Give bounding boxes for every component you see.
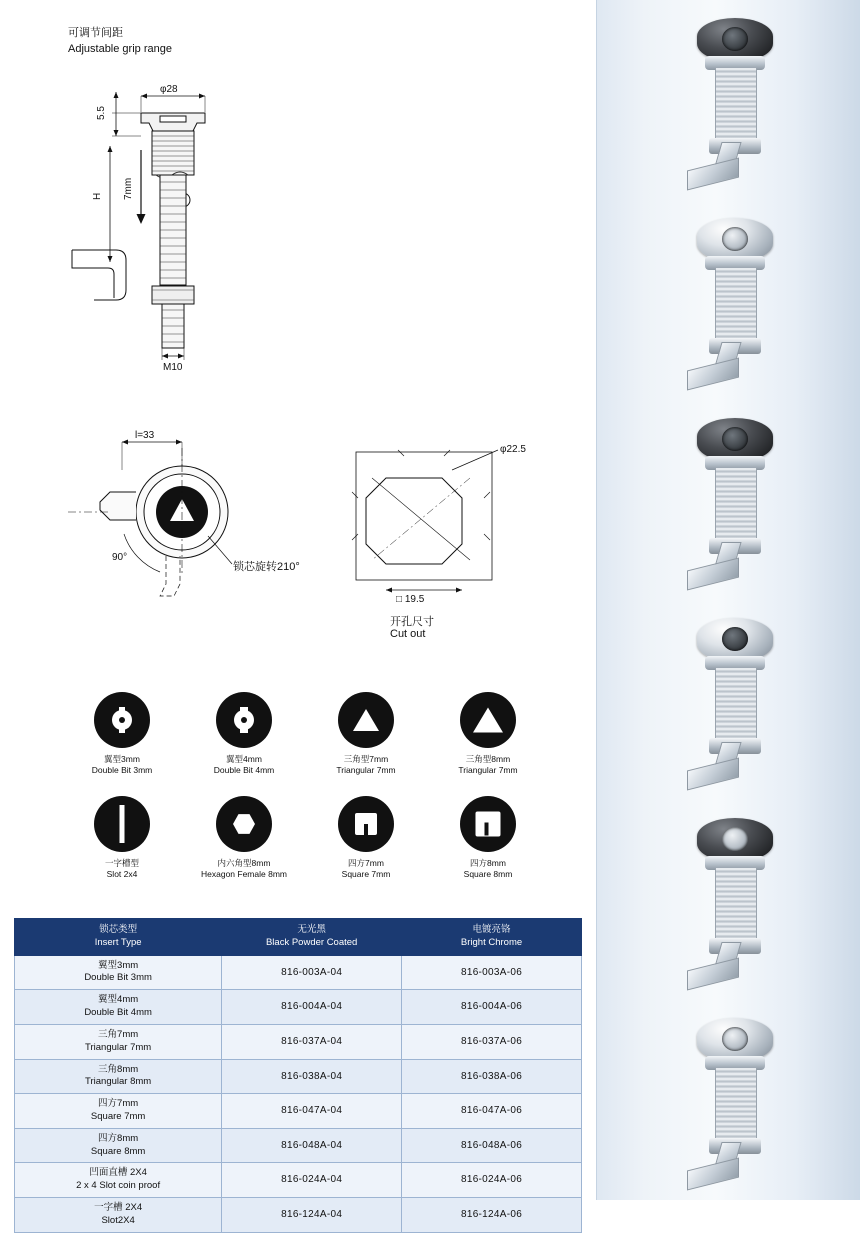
cell-chrome-code: 816-003A-06 <box>402 955 582 990</box>
insert-label-zh: 四方7mm <box>348 858 384 868</box>
cutout-caption-zh: 开孔尺寸 <box>390 616 434 628</box>
cell-insert-type <box>15 1024 222 1059</box>
insert-double-bit-3mm <box>64 692 180 777</box>
svg-text:φ28: φ28 <box>160 84 178 95</box>
hexagon-female-icon <box>216 796 272 852</box>
cell-en: Square 7mm <box>90 1110 146 1122</box>
rotation-note: 锁芯旋转210° <box>233 561 300 573</box>
cam-lock-chrome-hexagon-insert <box>597 600 860 800</box>
svg-text:l=33: l=33 <box>135 430 155 441</box>
header-zh: 无光黑 <box>297 924 326 935</box>
svg-text:7mm: 7mm <box>123 177 134 200</box>
square-7mm-icon <box>338 796 394 852</box>
cell-chrome-code: 816-004A-06 <box>402 990 582 1025</box>
cell-zh: 三角8mm <box>98 1063 139 1075</box>
cell-en: 2 x 4 Slot coin proof <box>76 1180 161 1192</box>
cell-black-code: 816-048A-04 <box>222 1128 402 1163</box>
cell-en: Square 8mm <box>90 1145 146 1157</box>
cell-insert-type <box>15 1198 222 1233</box>
insert-square-8mm <box>430 796 546 881</box>
triangular-7mm-icon <box>338 692 394 748</box>
title-en: Adjustable grip range <box>68 42 172 55</box>
header-zh: 电镀亮铬 <box>472 924 511 935</box>
insert-triangular-7mm <box>308 692 424 777</box>
insert-label-en: Double Bit 4mm <box>213 765 275 776</box>
square-insert-icon <box>722 27 748 51</box>
insert-label-zh: 三角型7mm <box>343 754 389 764</box>
cam-lock-chrome-round-insert <box>597 200 860 400</box>
cell-zh: 四方7mm <box>98 1098 139 1110</box>
table-row <box>15 1094 582 1129</box>
cell-insert-type <box>15 990 222 1025</box>
triangular-8mm-icon <box>460 692 516 748</box>
cell-zh: 翼型3mm <box>98 959 139 971</box>
cell-insert-type <box>15 1163 222 1198</box>
part-number-table <box>14 918 582 1233</box>
insert-double-bit-4mm <box>186 692 302 777</box>
double-bit-3mm-icon <box>94 692 150 748</box>
cell-chrome-code: 816-048A-06 <box>402 1128 582 1163</box>
cell-chrome-code: 816-038A-06 <box>402 1059 582 1094</box>
cell-black-code: 816-124A-04 <box>222 1198 402 1233</box>
header-en: Black Powder Coated <box>265 936 358 948</box>
insert-label-zh: 内六角型8mm <box>217 858 271 868</box>
table-header-row <box>15 919 582 956</box>
cell-chrome-code: 816-024A-06 <box>402 1163 582 1198</box>
double-bit-4mm-icon <box>216 692 272 748</box>
cell-en: Triangular 7mm <box>85 1041 152 1053</box>
cell-en: Triangular 8mm <box>85 1076 152 1088</box>
cell-zh: 一字槽 2X4 <box>94 1202 143 1213</box>
cell-black-code: 816-047A-04 <box>222 1094 402 1129</box>
cell-en: Slot2X4 <box>101 1214 135 1226</box>
insert-label-zh: 四方8mm <box>470 858 506 868</box>
insert-label-en: Triangular 7mm <box>336 765 396 776</box>
cell-insert-type <box>15 1094 222 1129</box>
header-black-powder-coated <box>222 919 402 956</box>
insert-slot <box>64 796 180 881</box>
header-en: Insert Type <box>94 936 142 948</box>
table-row <box>15 1128 582 1163</box>
insert-label-en: Square 8mm <box>463 869 513 880</box>
insert-label-zh: 一字槽型 <box>104 858 139 868</box>
cam-lock-black-slot-insert <box>597 800 860 1000</box>
table-row <box>15 1024 582 1059</box>
cell-insert-type <box>15 1128 222 1163</box>
product-photo-column <box>596 0 860 1200</box>
cell-black-code: 816-038A-04 <box>222 1059 402 1094</box>
svg-text:φ22.5: φ22.5 <box>500 444 526 455</box>
header-zh: 锁芯类型 <box>99 924 138 935</box>
insert-label-en: Square 7mm <box>341 869 391 880</box>
insert-label-zh: 三角型8mm <box>465 754 511 764</box>
insert-label-en: Slot 2x4 <box>106 869 138 880</box>
cell-en: Double Bit 4mm <box>84 1007 152 1019</box>
slot-insert-icon <box>722 1027 748 1051</box>
cell-zh: 凹面直槽 2X4 <box>89 1167 147 1179</box>
cutout-caption-en: Cut out <box>390 628 426 640</box>
table-row <box>15 1059 582 1094</box>
triangular-insert-icon <box>722 427 748 451</box>
insert-label-zh: 翼型3mm <box>104 754 140 764</box>
cell-chrome-code: 816-047A-06 <box>402 1094 582 1129</box>
header-en: Bright Chrome <box>460 936 523 948</box>
cell-zh: 翼型4mm <box>98 994 139 1006</box>
table-row <box>15 1163 582 1198</box>
cell-black-code: 816-004A-04 <box>222 990 402 1025</box>
svg-text:M10: M10 <box>163 362 183 373</box>
cell-insert-type <box>15 955 222 990</box>
svg-text:5.5: 5.5 <box>96 106 107 120</box>
cell-insert-type <box>15 1059 222 1094</box>
svg-text:H: H <box>92 192 103 200</box>
table-row <box>15 955 582 990</box>
cell-chrome-code: 816-037A-06 <box>402 1024 582 1059</box>
cell-zh: 四方8mm <box>98 1132 139 1144</box>
insert-label-en: Hexagon Female 8mm <box>201 869 287 880</box>
cell-black-code: 816-003A-04 <box>222 955 402 990</box>
cell-black-code: 816-037A-04 <box>222 1024 402 1059</box>
insert-square-7mm <box>308 796 424 881</box>
header-insert-type <box>15 919 222 956</box>
insert-label-zh: 翼型4mm <box>226 754 262 764</box>
slot-insert-icon <box>722 827 748 851</box>
square-8mm-icon <box>460 796 516 852</box>
cell-en: Double Bit 3mm <box>84 972 152 984</box>
insert-label-en: Triangular 7mm <box>458 765 518 776</box>
insert-triangular-8mm <box>430 692 546 777</box>
title-zh: 可调节间距 <box>68 27 123 39</box>
insert-label-en: Double Bit 3mm <box>91 765 153 776</box>
header-bright-chrome <box>402 919 582 956</box>
hexagon-insert-icon <box>722 627 748 651</box>
svg-text:90°: 90° <box>112 552 128 563</box>
table-row <box>15 990 582 1025</box>
round-insert-icon <box>722 227 748 251</box>
cell-zh: 三角7mm <box>98 1028 139 1040</box>
cell-chrome-code: 816-124A-06 <box>402 1198 582 1233</box>
cam-lock-black-triangular-insert <box>597 400 860 600</box>
cam-lock-black-square-insert <box>597 0 860 200</box>
svg-text:□ 19.5: □ 19.5 <box>396 594 425 605</box>
cam-lock-chrome-slot-insert <box>597 1000 860 1200</box>
insert-hexagon-female-8mm <box>186 796 302 881</box>
cell-black-code: 816-024A-04 <box>222 1163 402 1198</box>
table-row <box>15 1198 582 1233</box>
slot-icon <box>94 796 150 852</box>
